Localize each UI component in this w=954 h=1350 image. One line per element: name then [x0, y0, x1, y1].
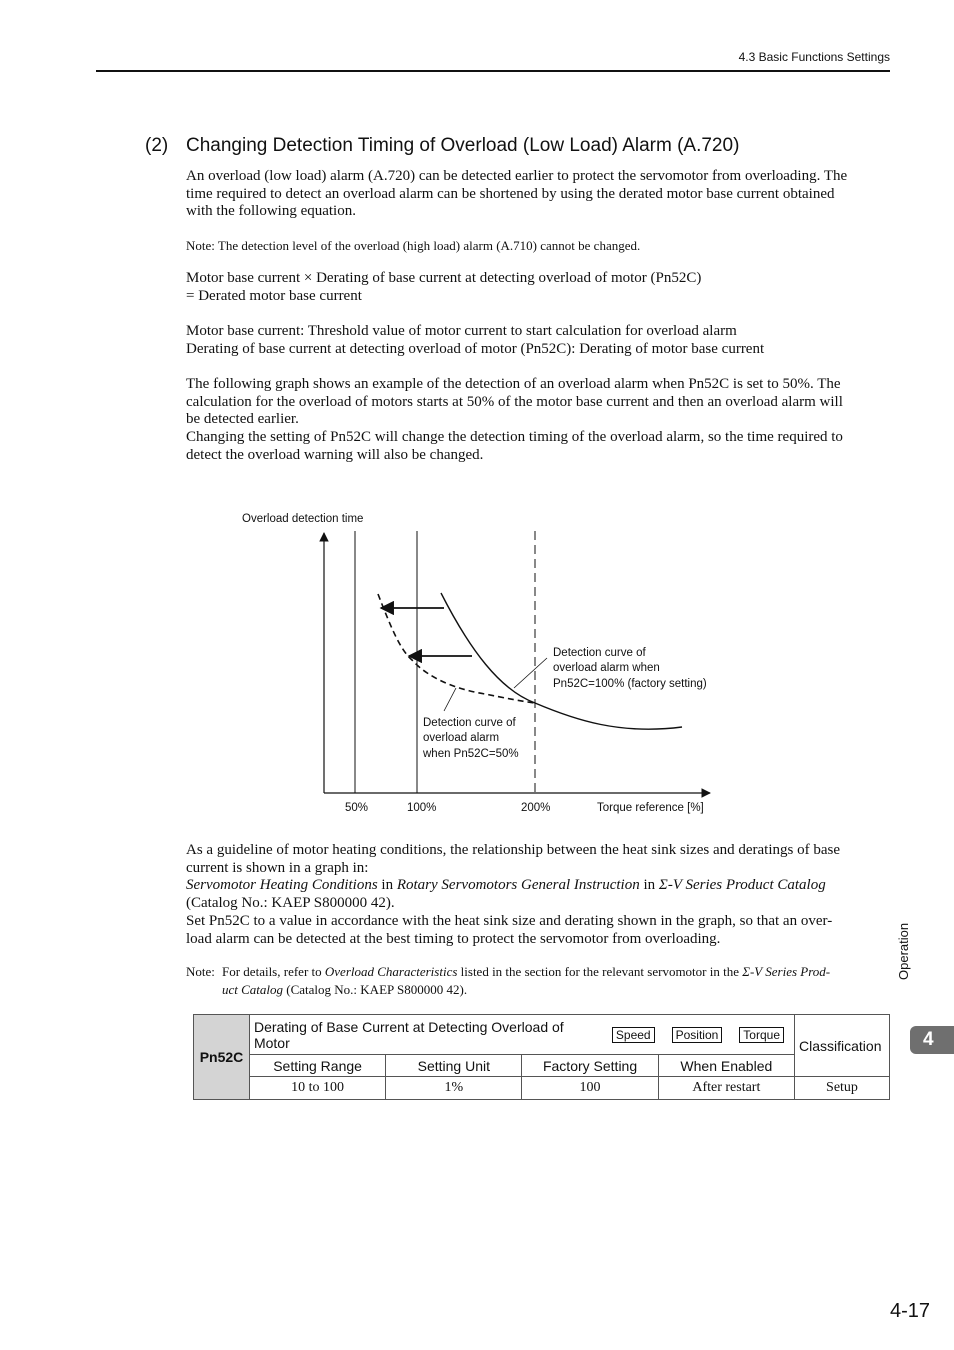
note-text-part: (Catalog No.: KAEP S800000 42). — [283, 981, 468, 997]
value-setting-unit: 1% — [386, 1077, 522, 1100]
equation-line: Motor base current × Derating of base current at detecting overload of motor (Pn52C) — [186, 270, 702, 286]
ref-connector: in — [639, 877, 659, 894]
header-when-enabled: When Enabled — [658, 1055, 794, 1077]
tick-label-100: 100% — [407, 802, 437, 814]
control-modes — [595, 1026, 790, 1043]
guideline-line: As a guideline of motor heating conditions, the relationship between the heat sink sizes and deratings of base — [186, 842, 840, 858]
parameter-name-cell — [249, 1015, 794, 1055]
intro-line: time required to detect an overload alarm can be shortened by using the derated motor base current obtained — [186, 185, 835, 202]
mode-badge-torque: Torque — [739, 1027, 784, 1043]
guideline-line: current is shown in a graph in: — [186, 859, 369, 876]
note-ref-catalog-end: uct Catalog — [222, 981, 284, 997]
header-setting-unit: Setting Unit — [386, 1055, 522, 1077]
parameter-name-line: Motor — [253, 1034, 290, 1051]
label-curve-100-line1: Detection curve of — [553, 647, 646, 659]
running-header: 4.3 Basic Functions Settings — [738, 50, 890, 64]
ref-product-catalog: Σ-V Series Product Catalog — [658, 877, 826, 894]
classification-header: Classification — [795, 1015, 890, 1077]
intro-line: with the following equation. — [186, 203, 356, 220]
x-axis-label: Torque reference [%] — [597, 802, 704, 814]
note-label: Note: — [186, 964, 215, 979]
guideline-paragraph — [186, 842, 890, 948]
guideline-line: load alarm can be detected at the best timing to protect the servomotor from overloading. — [186, 930, 721, 947]
note-ref-catalog: Σ-V Series Prod- — [742, 964, 831, 979]
label-curve-50-line3: when Pn52C=50% — [423, 748, 519, 760]
label-curve-50-line2: overload alarm — [423, 732, 500, 744]
label-curve-100-line2: overload alarm when — [553, 662, 660, 674]
note-detection-level: Note: The detection level of the overload (high load) alarm (A.710) cannot be changed. — [186, 238, 641, 253]
graph-intro-line: calculation for the overload of motors starts at 50% of the motor base current and then an overload alarm will — [186, 393, 843, 410]
section-title — [145, 135, 739, 157]
mode-badge-position: Position — [672, 1027, 723, 1043]
graph-intro-line: detect the overload warning will also be changed. — [186, 446, 484, 463]
value-factory-setting: 100 — [522, 1077, 658, 1100]
graph-intro-paragraph — [186, 376, 890, 465]
guideline-line: Set Pn52C to a value in accordance with the heat sink size and derating shown in the graph, so that an over- — [186, 912, 833, 929]
note-text-part: For details, refer to — [222, 964, 325, 979]
tick-label-200: 200% — [521, 802, 551, 814]
equation-result: = Derated motor base current — [186, 287, 362, 304]
page-number: 4-17 — [889, 1300, 930, 1322]
tick-label-50: 50% — [345, 802, 369, 814]
value-classification: Setup — [795, 1077, 890, 1100]
intro-line: An overload (low load) alarm (A.720) can be detected earlier to protect the servomotor from overloading. The — [186, 168, 848, 184]
definition-line: Derating of base current at detecting overload of motor (Pn52C): Derating of motor base current — [186, 340, 765, 357]
overload-detection-diagram — [230, 505, 730, 825]
ref-connector: in — [377, 877, 397, 894]
graph-intro-line: be detected earlier. — [186, 411, 299, 428]
ref-general-instruction: Rotary Servomotors General Instruction — [396, 877, 640, 894]
label-curve-50-line1: Detection curve of — [423, 717, 516, 729]
curve-pn52c-50 — [378, 594, 535, 703]
note-overload-characteristics — [186, 963, 890, 998]
chapter-side-label: Operation — [896, 922, 911, 980]
definition-line: Motor base current: Threshold value of motor current to start calculation for overload alarm — [186, 323, 737, 339]
y-axis-label: Overload detection time — [242, 513, 364, 525]
header-rule — [96, 70, 890, 72]
guideline-catalog: (Catalog No.: KAEP S800000 42). — [186, 895, 395, 912]
parameter-name-line: Derating of Base Current at Detecting Overload of — [253, 1018, 564, 1035]
callout-line-100 — [514, 658, 547, 688]
graph-intro-line: Changing the setting of Pn52C will change the detection timing of the overload alarm, so the time required to — [186, 429, 843, 446]
parameter-name — [254, 1019, 564, 1051]
parameter-table — [193, 1014, 890, 1100]
parameter-id: Pn52C — [194, 1015, 250, 1100]
header-factory-setting: Factory Setting — [522, 1055, 658, 1077]
chapter-tab: 4 — [910, 1026, 954, 1054]
mode-badge-speed: Speed — [612, 1027, 655, 1043]
note-text-part: listed in the section for the relevant servomotor in the — [457, 964, 743, 979]
callout-line-50 — [444, 688, 456, 711]
value-when-enabled: After restart — [658, 1077, 794, 1100]
graph-intro-line: The following graph shows an example of the detection of an overload alarm when Pn52C is set to 50%. The — [186, 376, 841, 392]
ref-heating-conditions: Servomotor Heating Conditions — [186, 877, 378, 894]
section-number: (2) — [145, 135, 169, 156]
intro-paragraph — [186, 168, 890, 221]
section-title-text: Changing Detection Timing of Overload (Low Load) Alarm (A.720) — [186, 135, 740, 156]
value-setting-range: 10 to 100 — [249, 1077, 385, 1100]
equation-block — [186, 270, 890, 305]
label-curve-100-line3: Pn52C=100% (factory setting) — [553, 678, 707, 690]
note-ref-overload: Overload Characteristics — [324, 964, 458, 979]
guideline-reference — [186, 877, 890, 895]
header-setting-range: Setting Range — [249, 1055, 385, 1077]
definitions-block — [186, 323, 890, 358]
note-text — [222, 963, 890, 998]
